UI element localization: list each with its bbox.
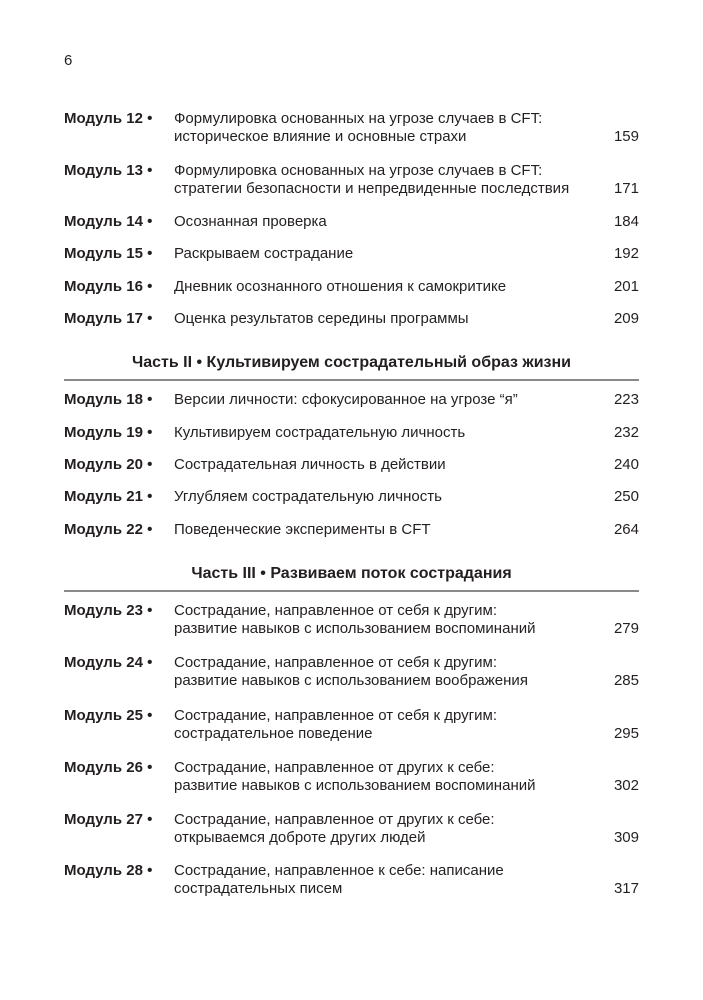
- toc-entry: [64, 213, 639, 231]
- toc-entry: [64, 162, 639, 198]
- entry-title: Сострадание, направленное от себя к другим: сострадательное поведение: [174, 707, 497, 742]
- entry-page: 171: [613, 180, 639, 197]
- entry-title: Поведенческие эксперименты в CFT: [174, 521, 431, 538]
- entry-page: 192: [613, 245, 639, 262]
- entry-page: 317: [613, 880, 639, 897]
- toc-entry: [64, 456, 639, 474]
- entry-page: 159: [613, 128, 639, 145]
- toc-entry: [64, 110, 639, 146]
- entry-page: 240: [613, 456, 639, 473]
- module-label: Модуль 28 •: [64, 862, 153, 879]
- part-heading: Часть III • Развиваем поток сострадания: [191, 565, 512, 582]
- entry-page: 184: [613, 213, 639, 230]
- entry-title: Формулировка основанных на угрозе случаев в CFT: стратегии безопасности и непредвиденные последствия: [174, 162, 570, 197]
- module-label: Модуль 24 •: [64, 654, 153, 671]
- part-divider: [64, 590, 639, 592]
- entry-title: Раскрываем сострадание: [174, 245, 354, 262]
- module-label: Модуль 18 •: [64, 391, 153, 408]
- entry-title: Оценка результатов середины программы: [174, 310, 469, 327]
- entry-title: Версии личности: сфокусированное на угрозе “я”: [174, 391, 518, 408]
- entry-page: 250: [613, 488, 639, 505]
- module-label: Модуль 25 •: [64, 707, 153, 724]
- toc-entry: [64, 707, 639, 743]
- toc-entry: [64, 424, 639, 442]
- entry-page: 232: [613, 424, 639, 441]
- entry-page: 285: [613, 672, 639, 689]
- entry-title: Формулировка основанных на угрозе случаев в CFT: историческое влияние и основные страхи: [174, 110, 543, 145]
- entry-page: 279: [613, 620, 639, 637]
- module-label: Модуль 12 •: [64, 110, 153, 127]
- entry-page: 264: [613, 521, 639, 538]
- module-label: Модуль 19 •: [64, 424, 153, 441]
- toc-entry: [64, 654, 639, 690]
- module-label: Модуль 22 •: [64, 521, 153, 538]
- entry-title: Осознанная проверка: [174, 213, 327, 230]
- toc-entry: [64, 278, 639, 296]
- toc-entry: [64, 759, 639, 795]
- entry-title: Углубляем сострадательную личность: [174, 488, 442, 505]
- module-label: Модуль 13 •: [64, 162, 153, 179]
- module-label: Модуль 14 •: [64, 213, 153, 230]
- toc-entry: [64, 391, 639, 409]
- entry-title: Сострадание, направленное к себе: написание сострадательных писем: [174, 862, 504, 897]
- module-label: Модуль 15 •: [64, 245, 153, 262]
- entry-title: Дневник осознанного отношения к самокритике: [174, 278, 507, 295]
- toc-entry: [64, 310, 639, 328]
- toc-entry: [64, 862, 639, 898]
- entry-page: 302: [613, 777, 639, 794]
- entry-title: Культивируем сострадательную личность: [174, 424, 466, 441]
- entry-title: Сострадание, направленное от других к себе: открываемся доброте других людей: [174, 811, 495, 846]
- page-number: 6: [64, 52, 73, 69]
- module-label: Модуль 21 •: [64, 488, 153, 505]
- module-label: Модуль 27 •: [64, 811, 153, 828]
- entry-title: Сострадание, направленное от других к себе: развитие навыков с использованием воспоминаний: [174, 759, 536, 794]
- toc-entry: [64, 811, 639, 847]
- part-heading: Часть II • Культивируем сострадательный образ жизни: [132, 354, 571, 371]
- entry-title: Сострадание, направленное от себя к другим: развитие навыков с использованием воображения: [174, 654, 528, 689]
- module-label: Модуль 23 •: [64, 602, 153, 619]
- entry-page: 223: [613, 391, 639, 408]
- entry-page: 309: [613, 829, 639, 846]
- toc-entry: [64, 245, 639, 263]
- entry-page: 209: [613, 310, 639, 327]
- toc-entry: [64, 488, 639, 506]
- toc-entry: [64, 602, 639, 638]
- entry-page: 295: [613, 725, 639, 742]
- module-label: Модуль 20 •: [64, 456, 153, 473]
- toc-entry: [64, 521, 639, 539]
- part-divider: [64, 379, 639, 381]
- module-label: Модуль 26 •: [64, 759, 153, 776]
- entry-title: Сострадательная личность в действии: [174, 456, 446, 473]
- entry-title: Сострадание, направленное от себя к другим: развитие навыков с использованием воспоминаний: [174, 602, 536, 637]
- module-label: Модуль 17 •: [64, 310, 153, 327]
- module-label: Модуль 16 •: [64, 278, 153, 295]
- entry-page: 201: [613, 278, 639, 295]
